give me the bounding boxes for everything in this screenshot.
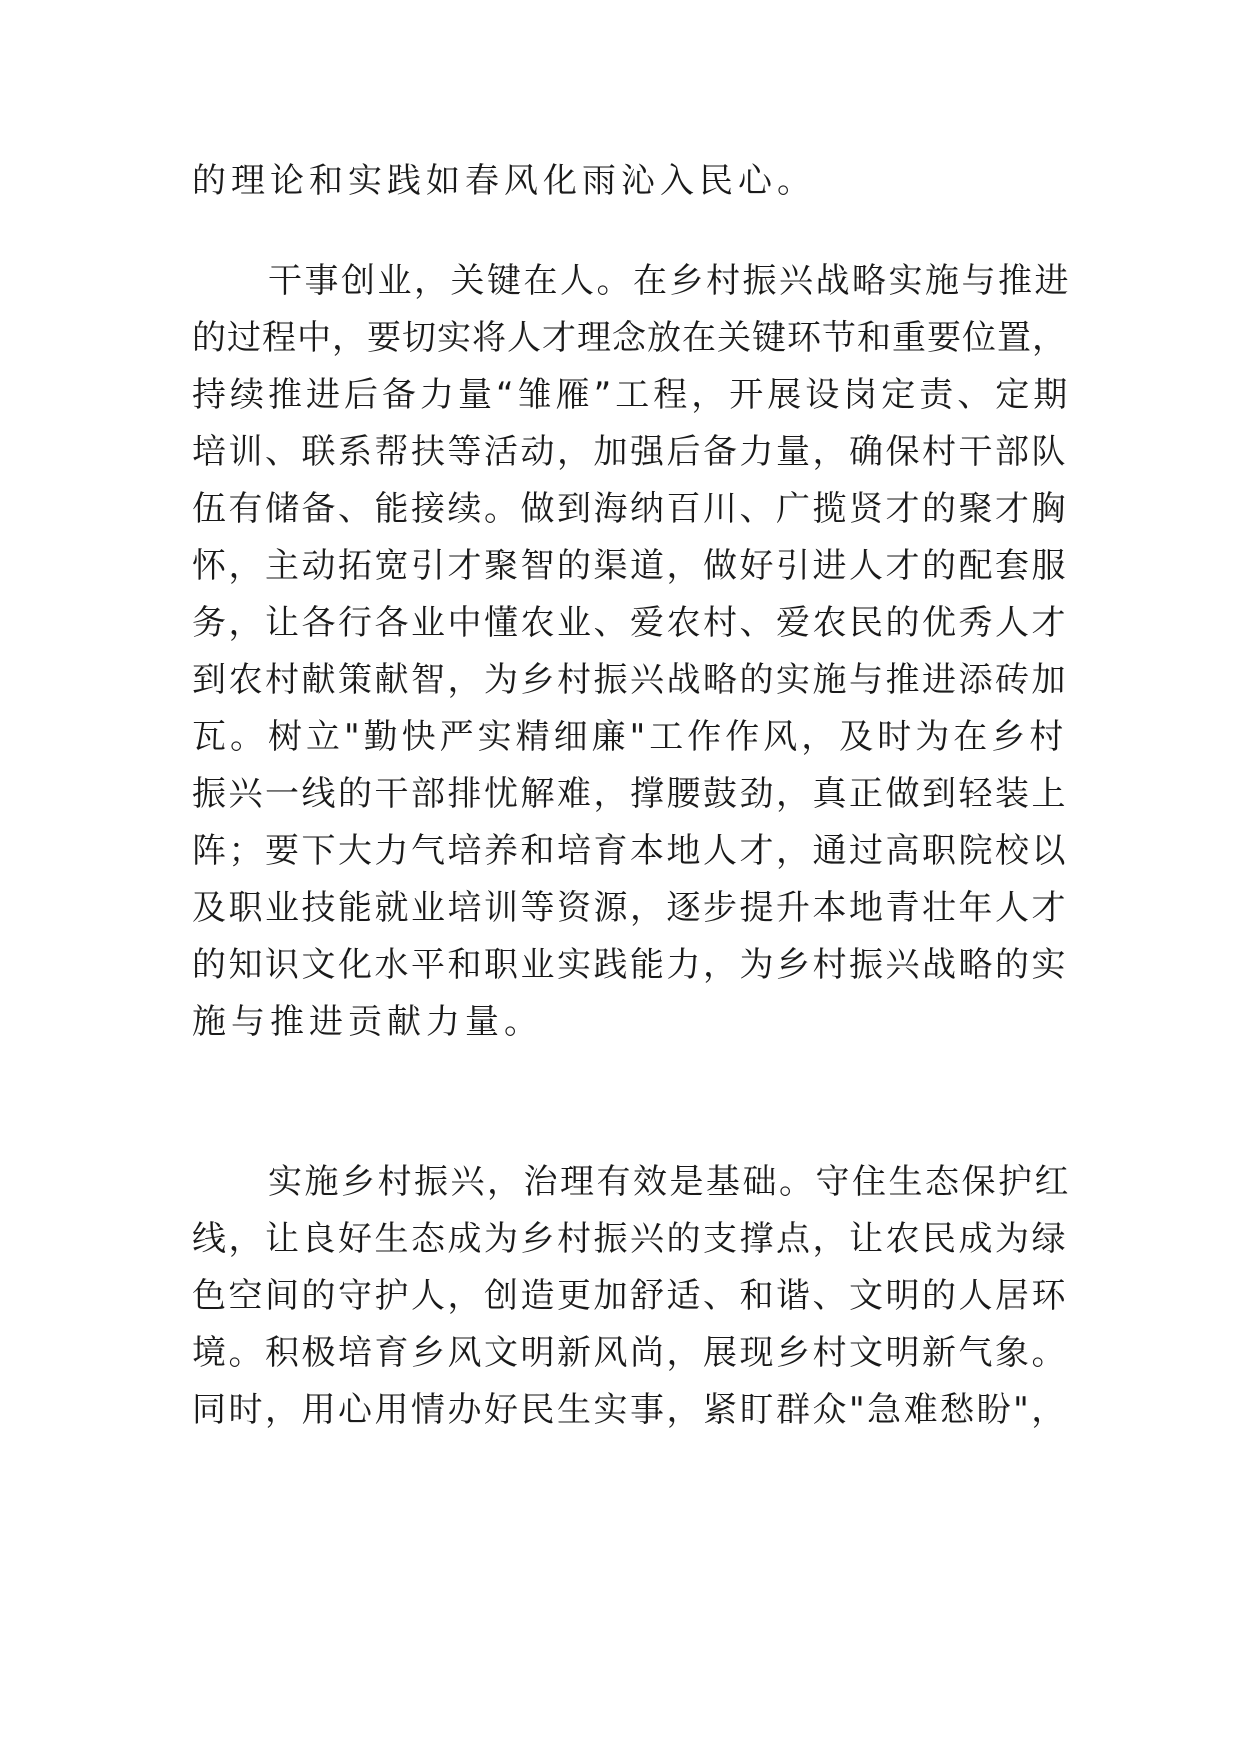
paragraph-line: 的过程中，要切实将人才理念放在关键环节和重要位置， — [192, 318, 1067, 358]
paragraph-line: 持续推进后备力量“雏雁”工程，开展设岗定责、定期 — [192, 375, 1072, 415]
paragraph-line: 阵；要下大力气培养和培育本地人才，通过高职院校以 — [192, 831, 1068, 871]
paragraph-line: 境。积极培育乡风文明新风尚，展现乡村文明新气象。 — [192, 1333, 1068, 1373]
paragraph-talent — [192, 253, 1072, 1051]
paragraph-continuation — [192, 153, 1072, 210]
paragraph-governance — [192, 1154, 1072, 1439]
paragraph-line: 施与推进贡献力量。 — [192, 1002, 543, 1042]
paragraph-line: 干事创业，关键在人。在乡村振兴战略实施与推进 — [268, 261, 1071, 301]
paragraph-line: 培训、联系帮扶等活动，加强后备力量，确保村干部队 — [192, 432, 1068, 472]
paragraph-line: 怀，主动拓宽引才聚智的渠道，做好引进人才的配套服 — [192, 546, 1068, 586]
paragraph-line: 瓦。树立"勤快严实精细廉"工作作风，及时为在乡村 — [192, 717, 1068, 757]
paragraph-line: 同时，用心用情办好民生实事，紧盯群众"急难愁盼"， — [192, 1390, 1068, 1430]
paragraph-line: 到农村献策献智，为乡村振兴战略的实施与推进添砖加 — [192, 660, 1068, 700]
paragraph-line: 伍有储备、能接续。做到海纳百川、广揽贤才的聚才胸 — [192, 489, 1068, 529]
paragraph-line: 及职业技能就业培训等资源，逐步提升本地青壮年人才 — [192, 888, 1068, 928]
paragraph-line: 振兴一线的干部排忧解难，撑腰鼓劲，真正做到轻装上 — [192, 774, 1068, 814]
paragraph-line: 务，让各行各业中懂农业、爱农村、爱农民的优秀人才 — [192, 603, 1068, 643]
paragraph-line: 线，让良好生态成为乡村振兴的支撑点，让农民成为绿 — [192, 1219, 1068, 1259]
paragraph-line: 的知识文化水平和职业实践能力，为乡村振兴战略的实 — [192, 945, 1068, 985]
paragraph-line: 实施乡村振兴，治理有效是基础。守住生态保护红 — [268, 1162, 1071, 1202]
paragraph-line: 的理论和实践如春风化雨沁入民心。 — [192, 161, 816, 201]
paragraph-line: 色空间的守护人，创造更加舒适、和谐、文明的人居环 — [192, 1276, 1068, 1316]
